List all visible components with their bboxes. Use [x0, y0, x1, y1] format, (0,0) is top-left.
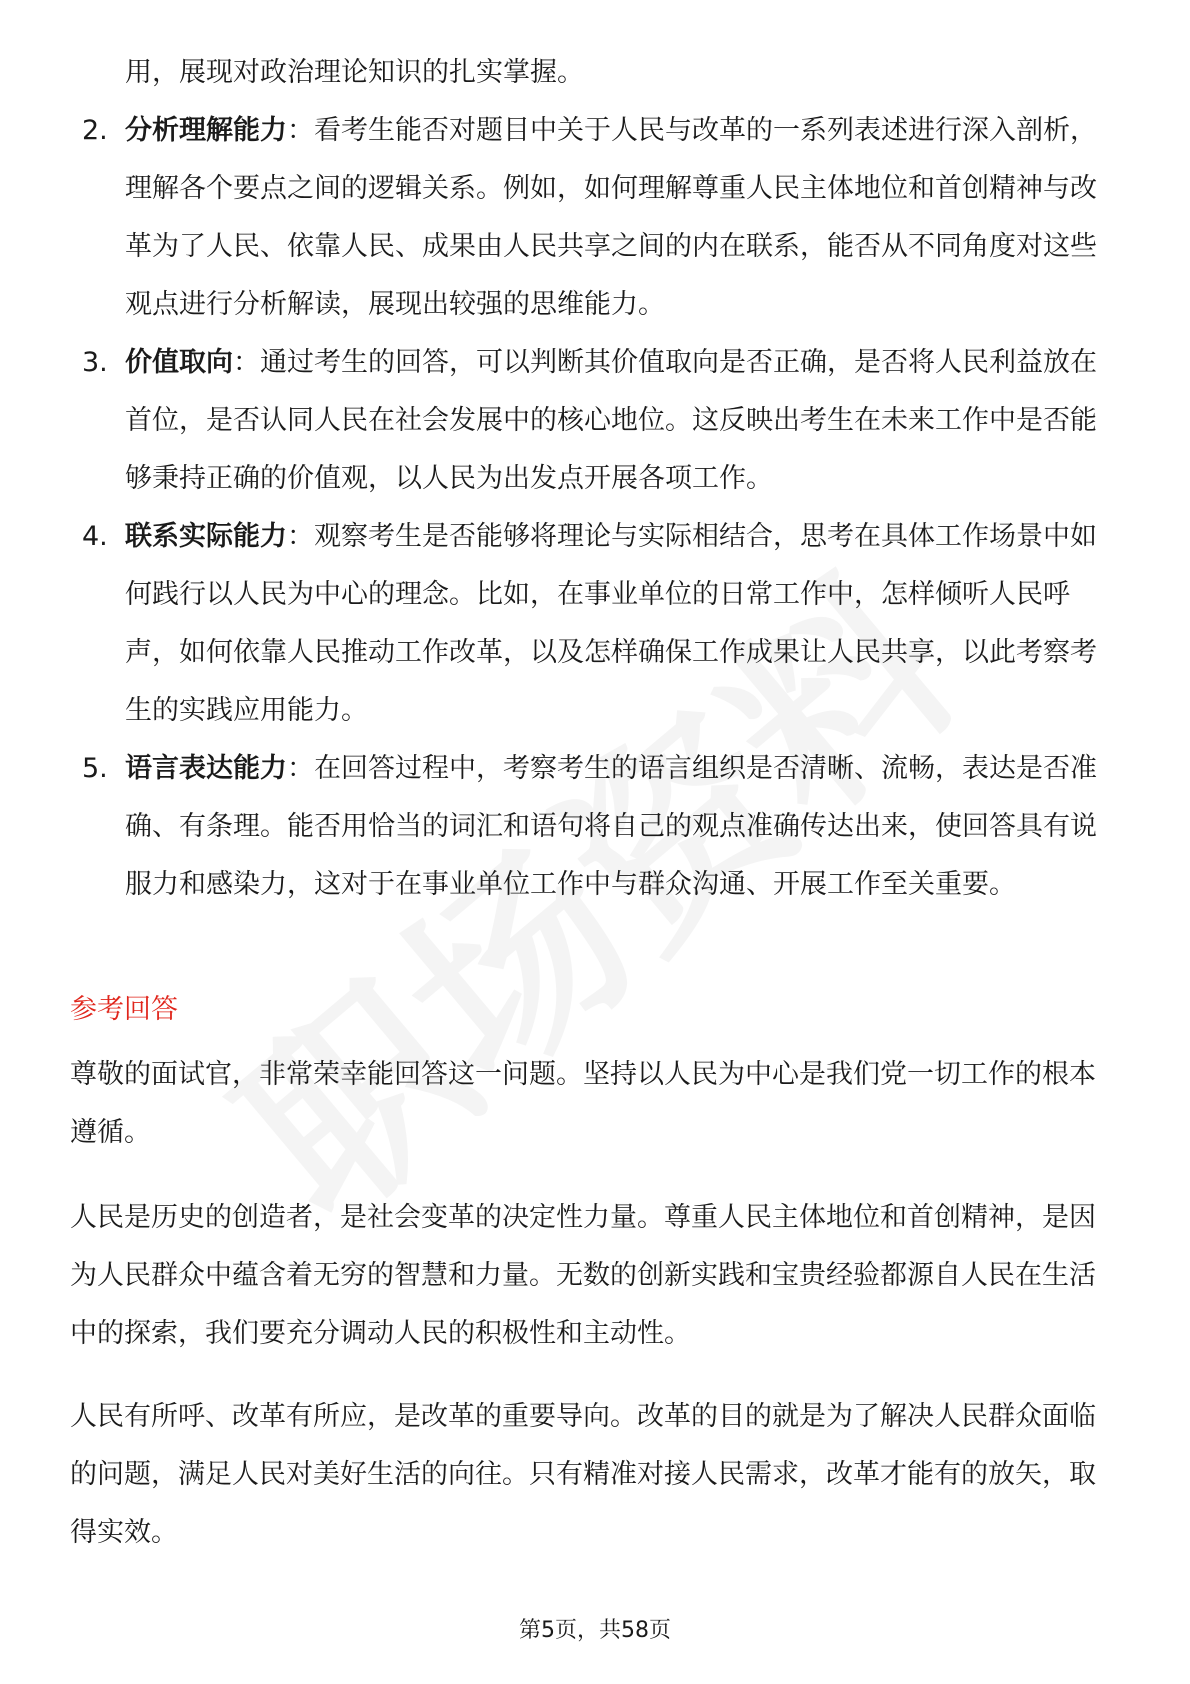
criteria-text: ：在回答过程中，考察考生的语言组织是否清晰、流畅，表达是否准确、有条理。能否用恰当的词汇和语句将自己的观点准确传达出来，使回答具有说服力和感染力，这对于在事业单位工作中与群众沟通、开展工作至关重要。	[125, 753, 1097, 900]
criteria-item	[0, 740, 1115, 914]
criteria-list	[0, 102, 1190, 914]
criteria-item	[0, 508, 1115, 740]
list-number: 4.	[82, 521, 108, 552]
criteria-text: ：通过考生的回答，可以判断其价值取向是否正确，是否将人民利益放在首位，是否认同人民在社会发展中的核心地位。这反映出考生在未来工作中是否能够秉持正确的价值观，以人民为出发点开展各项工作。	[125, 347, 1097, 494]
criteria-term: 语言表达能力	[125, 753, 287, 784]
criteria-term: 分析理解能力	[125, 115, 287, 146]
page-number-footer: 第5页，共58页	[519, 1618, 671, 1643]
criteria-term: 价值取向	[125, 347, 233, 378]
reference-answer-heading: 参考回答	[70, 994, 178, 1025]
criteria-item	[0, 102, 1115, 334]
criteria-text: ：看考生能否对题目中关于人民与改革的一系列表述进行深入剖析，理解各个要点之间的逻辑关系。例如，如何理解尊重人民主体地位和首创精神与改革为了人民、依靠人民、成果由人民共享之间的内在联系，能否从不同角度对这些观点进行分析解读，展现出较强的思维能力。	[125, 115, 1097, 320]
answer-paragraph: 人民是历史的创造者，是社会变革的决定性力量。尊重人民主体地位和首创精神，是因为人民群众中蕴含着无穷的智慧和力量。无数的创新实践和宝贵经验都源自人民在生活中的探索，我们要充分调动人民的积极性和主动性。	[70, 1202, 1096, 1349]
list-number: 2.	[82, 115, 108, 146]
list-number: 3.	[82, 347, 108, 378]
criteria-text: ：观察考生是否能够将理论与实际相结合，思考在具体工作场景中如何践行以人民为中心的理念。比如，在事业单位的日常工作中，怎样倾听人民呼声，如何依靠人民推动工作改革，以及怎样确保工作成果让人民共享，以此考察考生的实践应用能力。	[125, 521, 1097, 726]
continuation-text: 用，展现对政治理论知识的扎实掌握。	[125, 57, 584, 88]
answer-paragraph: 人民有所呼、改革有所应，是改革的重要导向。改革的目的就是为了解决人民群众面临的问题，满足人民对美好生活的向往。只有精准对接人民需求，改革才能有的放矢，取得实效。	[70, 1401, 1096, 1548]
criteria-item	[0, 334, 1115, 508]
answer-paragraph: 尊敬的面试官，非常荣幸能回答这一问题。坚持以人民为中心是我们党一切工作的根本遵循。	[70, 1059, 1096, 1148]
criteria-term: 联系实际能力	[125, 521, 287, 552]
list-number: 5.	[82, 753, 108, 784]
